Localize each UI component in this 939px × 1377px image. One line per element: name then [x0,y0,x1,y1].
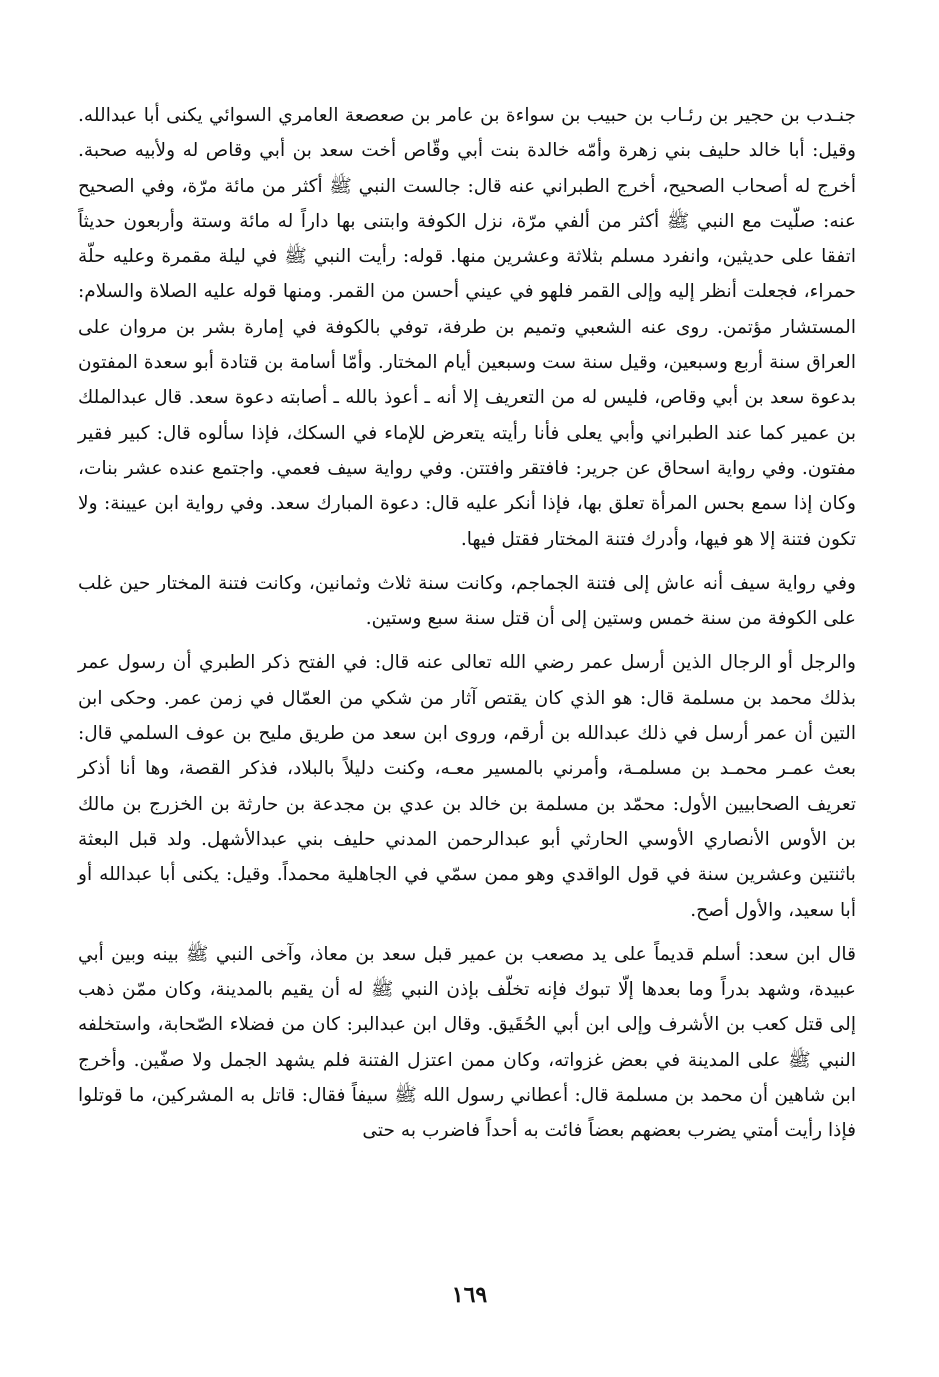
paragraph-1: جنـدب بن حجير بن رئـاب بن حبيب بن سواءة بن عامر بن صعصعة العامري السوائي يكنى أبا عبدالله. وقيل: أبا خالد حليف بني زهرة وأمّه خالدة بنت أبي وقّاص أخت سعد بن أبي وقاص له ولأبيه صحبة. أخرج له أصحاب الصحيح، أخرج الطبراني عنه قال: جالست النبي ﷺ أكثر من مائة مرّة، وفي الصحيح عنه: صلّيت مع النبي ﷺ أكثر من ألفي مرّة، نزل الكوفة وابتنى بها داراً له مائة وستة وأربعون حديثاً اتفقا على حديثين، وانفرد مسلم بثلاثة وعشرين منها. قوله: رأيت النبي ﷺ في ليلة مقمرة وعليه حلّة حمراء، فجعلت أنظر إليه وإلى القمر فلهو في عيني أحسن من القمر. ومنها قوله عليه الصلاة والسلام: المستشار مؤتمن. روى عنه الشعبي وتميم بن طرفة، توفي بالكوفة في إمارة بشر بن مروان على العراق سنة أربع وسبعين، وقيل سنة ست وسبعين أيام المختار. وأمّا أسامة بن قتادة أبو سعدة المفتون بدعوة سعد بن أبي وقاص، فليس له من التعريف إلا أنه ـ أعوذ بالله ـ أصابته دعوة سعد. قال عبدالملك بن عمير كما عند الطبراني وأبي يعلى فأنا رأيته يتعرض للإماء في السكك، فإذا سألوه قال: كبير فقير مفتون. وفي رواية اسحاق عن جرير: فافتقر وافتتن. وفي رواية سيف فعمي. واجتمع عنده عشر بنات، وكان إذا سمع بحس المرأة تعلق بها، فإذا أنكر عليه قال: دعوة المبارك سعد. وفي رواية ابن عيينة: ولا تكون فتنة إلا هو فيها، وأدرك فتنة المختار فقتل فيها. [78,105,856,550]
paragraph-3: والرجل أو الرجال الذين أرسل عمر رضي الله تعالى عنه قال: في الفتح ذكر الطبري أن رسول عمر بذلك محمد بن مسلمة قال: هو الذي كان يقتص آثار من شكي من العمّال في زمن عمر. وحكى ابن التين أن عمر أرسل في ذلك عبدالله بن أرقم، وروى ابن سعد من طريق مليح بن عوف السلمي قال: بعث عمـر محمـد بن مسلمـة، وأمرني بالمسير معـه، وكنت دليلاً بالبلاد، فذكر القصة، وها أنا أذكر تعريف الصحابيين الأول: محمّد بن مسلمة بن خالد بن عدي بن مجدعة بن حارثة بن الخزرج بن مالك بن الأوس الأنصاري الأوسي الحارثي أبو عبدالرحمن المدني حليف بني عبدالأشهل. ولد قبل البعثة باثنتين وعشرين سنة في قول الواقدي وهو ممن سمّي في الجاهلية محمداً. وقيل: يكنى أبا عبدالله أو أبا سعيد، والأول أصح. [78,652,856,921]
page-number: ١٦٩ [451,1282,488,1308]
paragraph-4: قال ابن سعد: أسلم قديماً على يد مصعب بن عمير قبل سعد بن معاذ، وآخى النبي ﷺ بينه وبين أبي عبيدة، وشهد بدراً وما بعدها إلّا تبوك فإنه تخلّف بإذن النبي ﷺ له أن يقيم بالمدينة، وكان ممّن ذهب إلى قتل كعب بن الأشرف وإلى ابن أبي الحُقَيق. وقال ابن عبدالبر: كان من فضلاء الصّحابة، واستخلفه النبي ﷺ على المدينة في بعض غزواته، وكان ممن اعتزل الفتنة فلم يشهد الجمل ولا صفّين. وأخرج ابن شاهين أن محمد بن مسلمة قال: أعطاني رسول الله ﷺ سيفاً فقال: قاتل به المشركين، ما قوتلوا فإذا رأيت أمتي يضرب بعضهم بعضاً فائت به أحداً فاضرب به حتى [78,943,856,1142]
body-text [78,98,856,1149]
paragraph-2: وفي رواية سيف أنه عاش إلى فتنة الجماجم، وكانت سنة ثلاث وثمانين، وكانت فتنة المختار حين غلب على الكوفة من سنة خمس وستين إلى أن قتل سنة سبع وستين. [78,572,856,630]
